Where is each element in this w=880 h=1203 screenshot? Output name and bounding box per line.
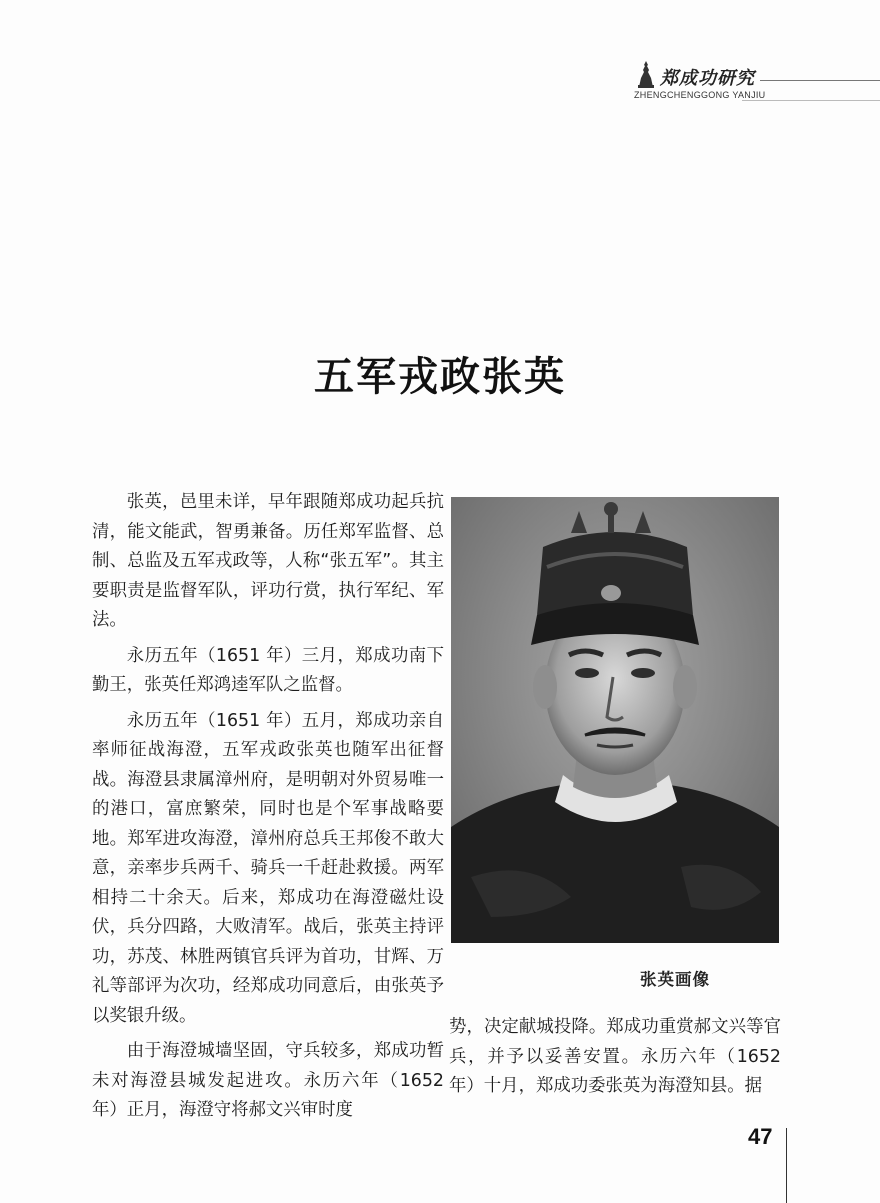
body-paragraph: 永历五年（1651 年）三月，郑成功南下勤王，张英任郑鸿逵军队之监督。 — [92, 645, 444, 695]
page-number: 47 — [748, 1124, 773, 1149]
body-paragraph: 由于海澄城墙坚固，守兵较多，郑成功暂未对海澄县城发起进攻。永历六年（1652 年）正月，海澄守将郝文兴审时度 — [92, 1041, 444, 1120]
body-paragraph: 势，决定献城投降。郑成功重赏郝文兴等官兵，并予以妥善安置。永历六年（1652 年）十月，郑成功委张英为海澄知县。据 — [449, 1017, 781, 1096]
right-column — [449, 1013, 781, 1108]
journal-header — [630, 56, 880, 106]
journal-pinyin: ZHENGCHENGGONG YANJIU — [634, 90, 766, 100]
header-rule-lower — [742, 100, 880, 101]
figure-caption: 张英画像 — [640, 970, 710, 989]
body-paragraph: 张英，邑里未详，早年跟随郑成功起兵抗清，能文能武，智勇兼备。历任郑军监督、总制、总监及五军戎政等，人称“张五军”。其主要职责是监督军队，评功行赏，执行军纪、军法。 — [92, 492, 444, 630]
portrait-drawing — [451, 497, 779, 943]
footer-rule — [786, 1128, 787, 1203]
statue-icon — [636, 60, 656, 88]
article-title: 五军戎政张英 — [314, 353, 566, 400]
header-rule — [760, 80, 880, 81]
journal-title: 郑成功研究 — [660, 68, 755, 89]
body-paragraph: 永历五年（1651 年）五月，郑成功亲自率师征战海澄，五军戎政张英也随军出征督战。海澄县隶属漳州府，是明朝对外贸易唯一的港口，富庶繁荣，同时也是个军事战略要地。郑军进攻海澄，漳州府总兵王邦俊不敢大意，亲率步兵两千、骑兵一千赶赴救援。两军相持二十余天。后来，郑成功在海澄磁灶设伏，兵分四路，大败清军。战后，张英主持评功，苏茂、林胜两镇官兵评为首功，甘辉、万礼等部评为次功，经郑成功同意后，由张英予以奖银升级。 — [92, 710, 444, 1026]
portrait-image — [451, 497, 779, 943]
left-column — [92, 488, 444, 1132]
